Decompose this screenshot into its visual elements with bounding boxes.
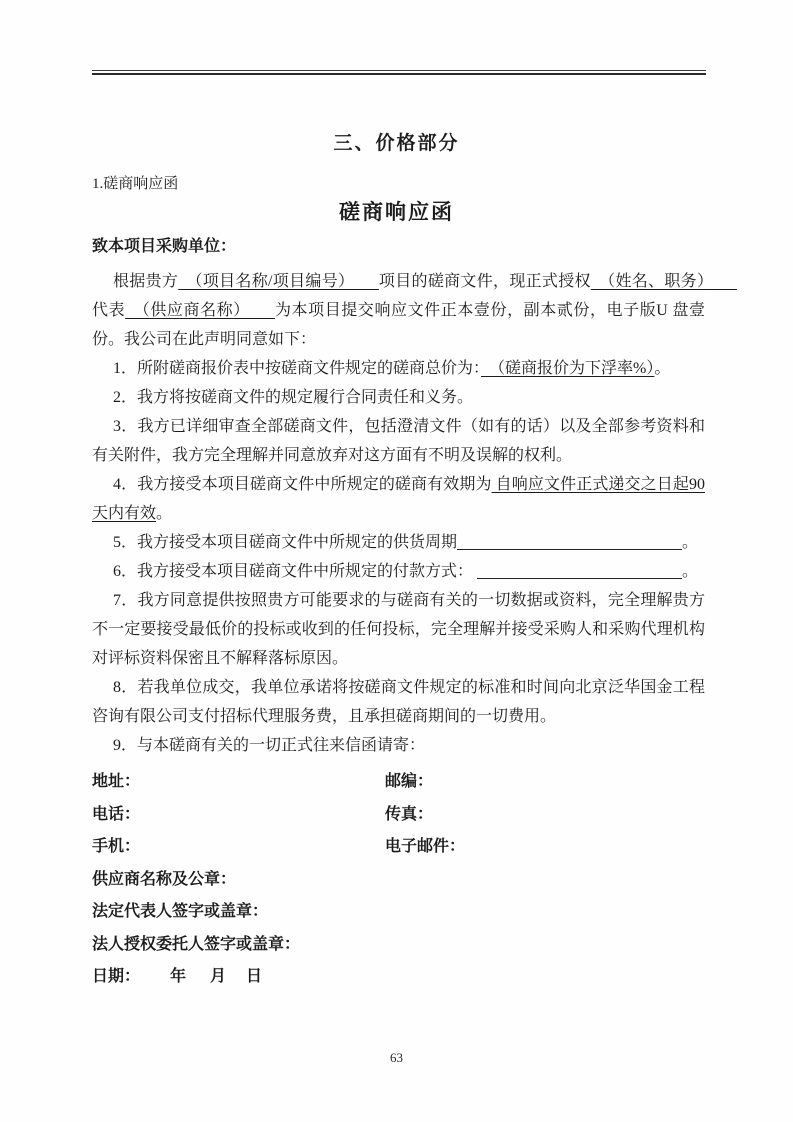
- letter-title: 磋商响应函: [339, 201, 454, 224]
- attorney-sign-line: 法人授权委托人签字或盖章：: [92, 935, 301, 953]
- item-8: 8．若我单位成交，我单位承诺将按磋商文件规定的标准和时间向北京泛华国金工程咨询有限公司支付招标代理服务费，且承担磋商期间的一切费用。: [92, 679, 705, 725]
- item-7: 7．我方同意提供按照贵方可能要求的与磋商有关的一切数据或资料，完全理解贵方不一定要接受最低价的投标或收到的任何投标，完全理解并接受采购人和采购代理机构对评标资料保密且不解释落标原因。: [92, 592, 705, 667]
- header-rule: [92, 70, 706, 75]
- item-2: 2．我方将按磋商文件的规定履行合同责任和义务。: [113, 389, 474, 406]
- contact-grid: [92, 766, 793, 864]
- underlined-text: （供应商名称）: [125, 302, 275, 319]
- postcode-label: 邮编：: [385, 773, 434, 790]
- underlined-text: （磋商报价为下浮率%）: [481, 360, 655, 377]
- signature-block: [92, 766, 793, 994]
- section-title: 三、价格部分: [333, 133, 460, 154]
- mobile-label: 手机：: [92, 838, 141, 855]
- fax-label: 传真：: [385, 805, 434, 823]
- date-year-label: 年: [170, 968, 187, 985]
- letter-body: [92, 267, 737, 760]
- subsection-label: 1.磋商响应函: [92, 176, 179, 192]
- intro-paragraph: 根据贵方 （项目名称/项目编号） 项目的磋商文件，现正式授权 （姓名、职务） 代表 （供应商名称） 为本项目提交响应文件正本壹份，副本贰份，电子版U 盘壹份。我公司在此声明同意如下：: [92, 273, 737, 348]
- item-3: 3．我方已详细审查全部磋商文件，包括澄清文件（如有的话）以及全部参考资料和有关附件，我方完全理解并同意放弃对这方面有不明及误解的权利。: [92, 418, 705, 464]
- item-9: 9．与本磋商有关的一切正式往来信函请寄：: [113, 737, 426, 754]
- item-6: 6．我方接受本项目磋商文件中所规定的付款方式： 。: [113, 563, 699, 580]
- email-label: 电子邮件：: [385, 838, 466, 855]
- date-month-label: 月: [210, 968, 227, 985]
- date-label: 日期：: [92, 968, 141, 985]
- fill-in-blank: [457, 535, 682, 550]
- underlined-text: （姓名、职务）: [590, 273, 737, 290]
- address-label: 地址：: [92, 773, 141, 790]
- underlined-text: （项目名称/项目编号）: [178, 273, 379, 290]
- supplier-seal-line: 供应商名称及公章：: [92, 870, 237, 888]
- phone-label: 电话：: [92, 805, 141, 823]
- underlined-text: 自响应文件正式递交之日起90 天内有效: [92, 476, 705, 522]
- page-number: 63: [390, 1050, 403, 1065]
- item-4: 4．我方接受本项目磋商文件中所规定的磋商有效期为 自响应文件正式递交之日起90 天内有效。: [92, 476, 705, 522]
- fill-in-blank: [477, 564, 682, 579]
- salutation-line: 致本项目采购单位：: [92, 238, 237, 255]
- date-line: [92, 961, 793, 994]
- item-1: 1．所附磋商报价表中按磋商文件规定的磋商总价为： （磋商报价为下浮率%）。: [113, 360, 671, 377]
- date-day-label: 日: [246, 968, 263, 985]
- item-5: 5．我方接受本项目磋商文件中所规定的供货周期 。: [113, 534, 699, 551]
- legal-rep-sign-line: 法定代表人签字或盖章：: [92, 903, 269, 920]
